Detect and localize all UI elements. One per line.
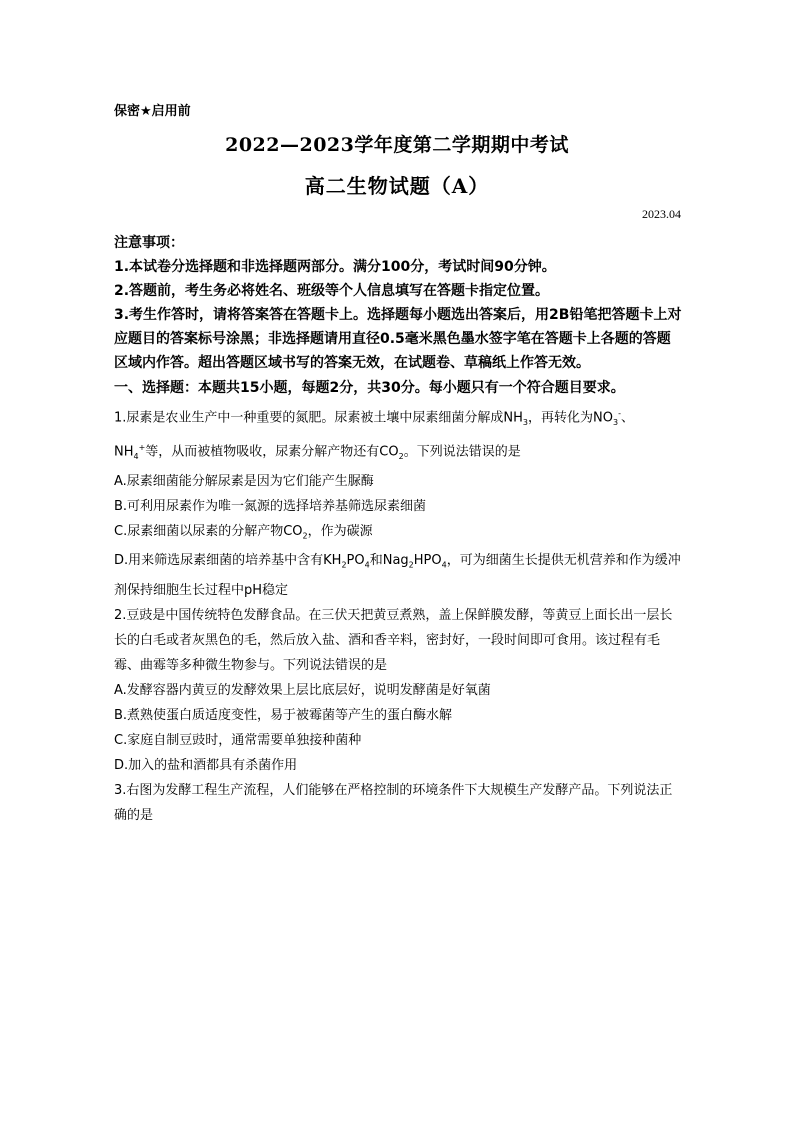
- notes-heading: 注意事项：: [114, 235, 184, 251]
- exam-title: 2022—2023学年度第二学期期中考试: [225, 134, 569, 156]
- note-item: 1.本试卷分选择题和非选择题两部分。满分100分，考试时间90分钟。: [114, 259, 556, 275]
- question-1-option-b: B.可利用尿素作为唯一氮源的选择培养基筛选尿素细菌: [114, 498, 427, 514]
- question-1-option-c: C.尿素细菌以尿素的分解产物$CO_2$，作为碳源: [114, 523, 373, 541]
- exam-date: 2023.04: [642, 207, 681, 221]
- subject-title: 高二生物试题（A）: [304, 174, 490, 198]
- question-2-option-b: B.煮熟使蛋白质适度变性，易于被霉菌等产生的蛋白酶水解: [114, 708, 453, 724]
- exam-content: [114, 231, 684, 828]
- note-item: 2.答题前，考生务必将姓名、班级等个人信息填写在答题卡指定位置。: [114, 283, 550, 299]
- confidential-label: 保密★启用前: [114, 104, 191, 119]
- question-1-option-d: D.用来筛选尿素细菌的培养基中含有$KH_2PO_4$和$Nag_2HPO_4$，可为细菌生长提供无机营养和作为缓冲剂保持细胞生长过程中pH稳定: [114, 553, 681, 599]
- question-2-option-a: A.发酵容器内黄豆的发酵效果上层比底层好，说明发酵菌是好氧菌: [114, 683, 491, 699]
- question-1-option-a: A.尿素细菌能分解尿素是因为它们能产生脲酶: [114, 473, 374, 489]
- note-item: 3.考生作答时，请将答案答在答题卡上。选择题每小题选出答案后，用2B铅笔把答题卡上对应题目的答案标号涂黑；非选择题请用直径0.5毫米黑色墨水签字笔在答题卡上各题的答题区域内作答。超出答题区域书写的答案无效，在试题卷、草稿纸上作答无效。: [114, 307, 682, 371]
- question-3-stem: 3.右图为发酵工程生产流程，人们能够在严格控制的环境条件下大规模生产发酵产品。下列说法正确的是: [114, 783, 673, 824]
- question-1-stem: 1.尿素是农业生产中一种重要的氮肥。尿素被土壤中尿素细菌分解成$NH_3$，再转化为$NO_3^-$、$NH_4^+$等，从而被植物吸收，尿素分解产物还有$CO_2$。下列说法错误的是: [114, 409, 634, 461]
- question-2-option-d: D.加入的盐和酒都具有杀菌作用: [114, 758, 298, 774]
- question-2-stem: 2.豆豉是中国传统特色发酵食品。在三伏天把黄豆煮熟，盖上保鲜膜发酵，等黄豆上面长出一层长长的白毛或者灰黑色的毛，然后放入盐、酒和香辛料，密封好，一段时间即可食用。该过程有毛霉、曲霉等多种微生物参与。下列说法错误的是: [114, 608, 673, 674]
- section-heading: 一、选择题：本题共15小题，每题2分，共30分。每小题只有一个符合题目要求。: [114, 380, 625, 396]
- question-2-option-c: C.家庭自制豆豉时，通常需要单独接种菌种: [114, 733, 362, 749]
